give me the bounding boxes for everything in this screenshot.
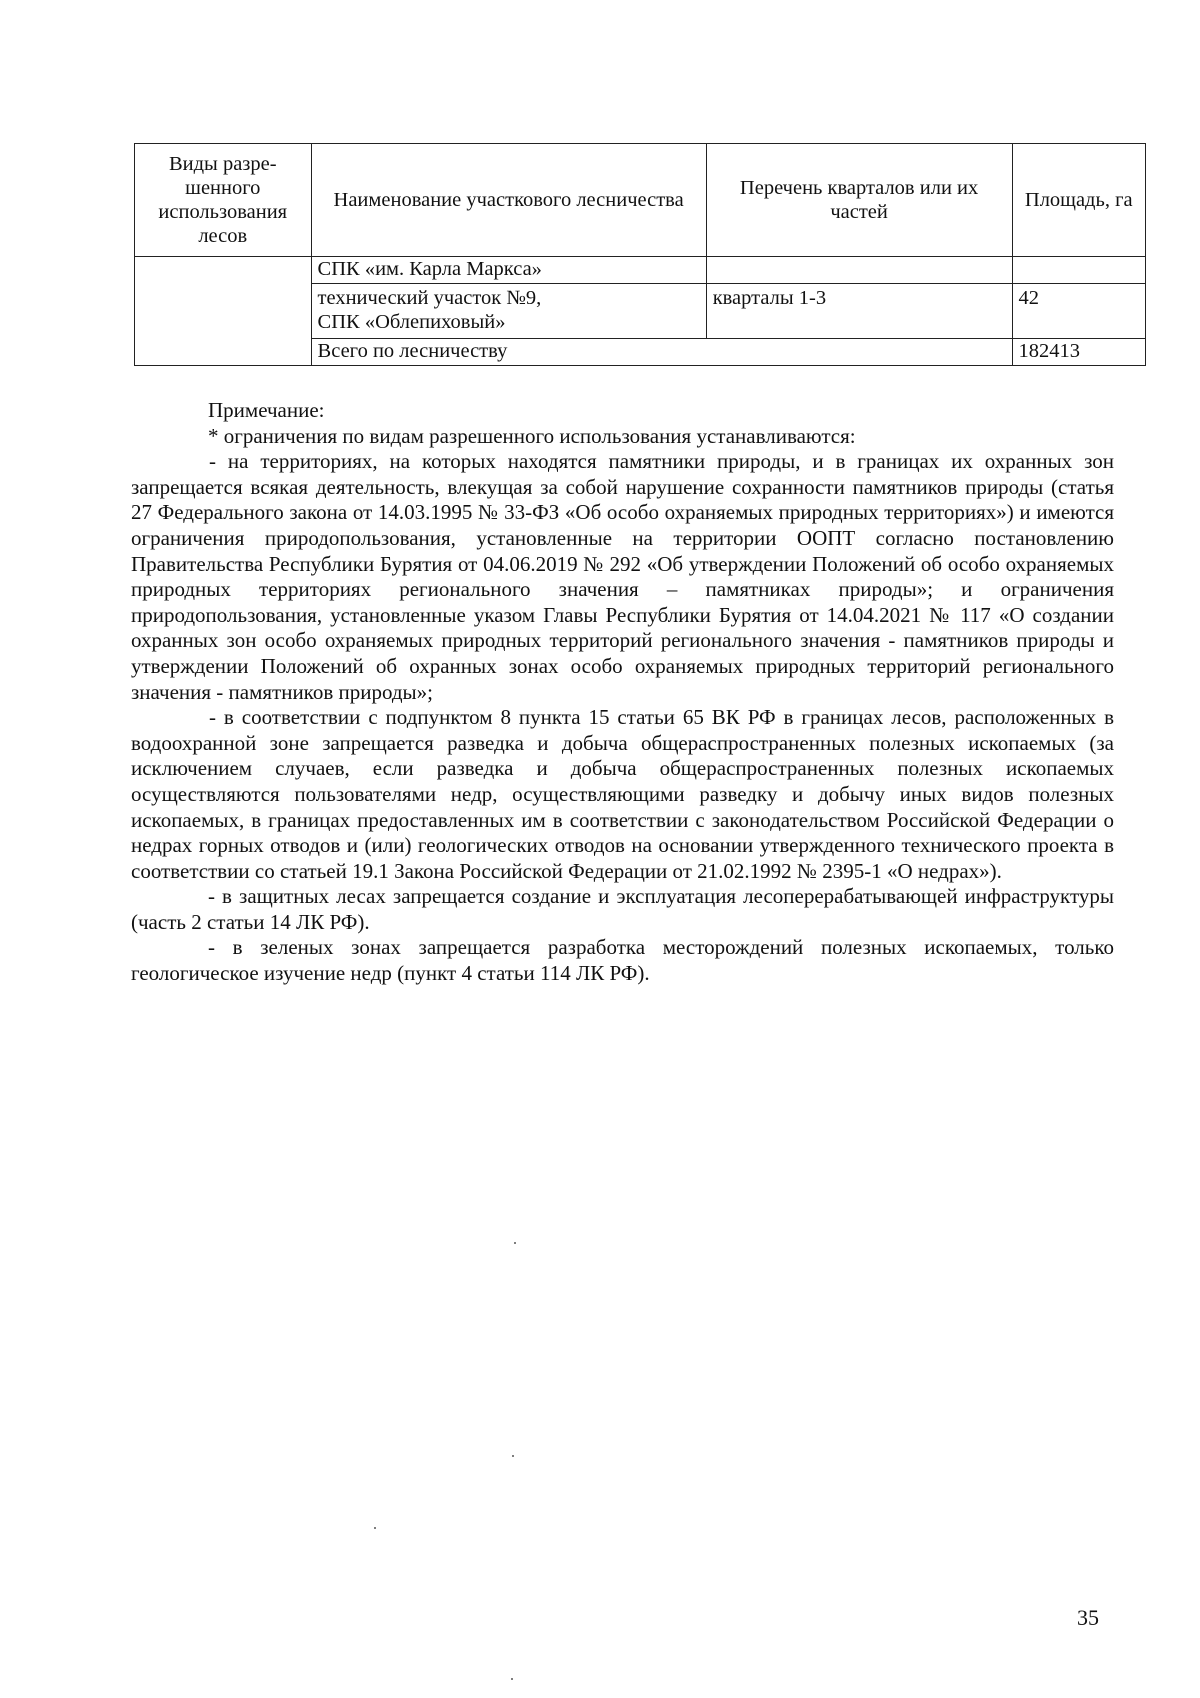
note-paragraph: - в зеленых зонах запрещается разработка месторождений полезных ископаемых, только геологическое изучение недр (пункт 4 статьи 114 ЛК РФ).: [131, 935, 1114, 986]
forestry-name-line: СПК «Облепиховый»: [317, 311, 506, 333]
use-type-cell-empty: [135, 257, 312, 366]
area-cell: [1012, 257, 1146, 284]
note-paragraph: - на территориях, на которых находятся памятники природы, и в границах их охранных зон запрещается всякая деятельность, влекущая за собой нарушение сохранности памятников природы (статья 27 Федерального закона от 14.03.1995 № 33-ФЗ «Об особо охраняемых природных территориях») и имеются ограничения природопользования, установленные на территории ООПТ согласно постановлению Правительства Республики Бурятия от 04.06.2019 № 292 «Об утверждении Положений об особо охраняемых природных территориях регионального значения – памятниках природы»; и ограничения природопользования, установленные указом Главы Республики Бурятия от 14.04.2021 № 117 «О создании охранных зон особо охраняемых природных территорий регионального значения - памятников природы и утверждении Положений об охранных зонах особо охраняемых природных территорий регионального значения - памятников природы»;: [131, 449, 1114, 704]
header-forestry-name: Наименование участкового лесничества: [311, 144, 706, 257]
note-intro: * ограничения по видам разрешенного использования устанавливаются:: [208, 423, 856, 448]
table-header-row: [135, 144, 1146, 257]
note-paragraph: - в соответствии с подпунктом 8 пункта 15 статьи 65 ВК РФ в границах лесов, расположенных в водоохранной зоне запрещается разведка и добыча общераспространенных полезных ископаемых (за исключением случаев, если разведка и добыча общераспространенных полезных ископаемых осуществляются пользователями недр, осуществляющими разведку и добычу иных видов полезных ископаемых, в границах предоставленных им в соответствии с законодательством Российской Федерации о недрах горных отводов и (или) геологических отводов на основании утвержденного технического проекта в соответствии со статьей 19.1 Закона Российской Федерации от 21.02.1992 № 2395-1 «О недрах»).: [131, 705, 1114, 883]
scan-speck: [511, 1678, 513, 1680]
header-area: Площадь, га: [1012, 144, 1146, 257]
note-title: Примечание:: [208, 398, 325, 422]
note-paragraph: - в защитных лесах запрещается создание и эксплуатация лесоперерабатывающей инфраструктуры (часть 2 статьи 14 ЛК РФ).: [131, 884, 1114, 934]
table-row: [135, 257, 1146, 284]
note-section: [131, 398, 1114, 987]
scan-speck: [514, 1242, 516, 1244]
header-quarters: Перечень кварталов или их частей: [706, 144, 1012, 257]
total-label: Всего по лесничеству: [311, 339, 1012, 366]
forestry-name-cell: СПК «им. Карла Маркса»: [311, 257, 706, 284]
area-cell: 42: [1012, 284, 1146, 339]
page-number: 35: [1077, 1605, 1099, 1630]
header-use-type: Виды разре-шенного использования лесов: [135, 144, 312, 257]
forest-use-table: [134, 143, 1146, 366]
forestry-name-cell: [311, 284, 706, 339]
scan-speck: [374, 1527, 376, 1529]
quarters-cell: [706, 257, 1012, 284]
total-value: 182413: [1012, 339, 1146, 366]
scan-speck: [512, 1455, 514, 1457]
quarters-cell: кварталы 1-3: [706, 284, 1012, 339]
forestry-name-line: технический участок №9,: [317, 287, 542, 309]
